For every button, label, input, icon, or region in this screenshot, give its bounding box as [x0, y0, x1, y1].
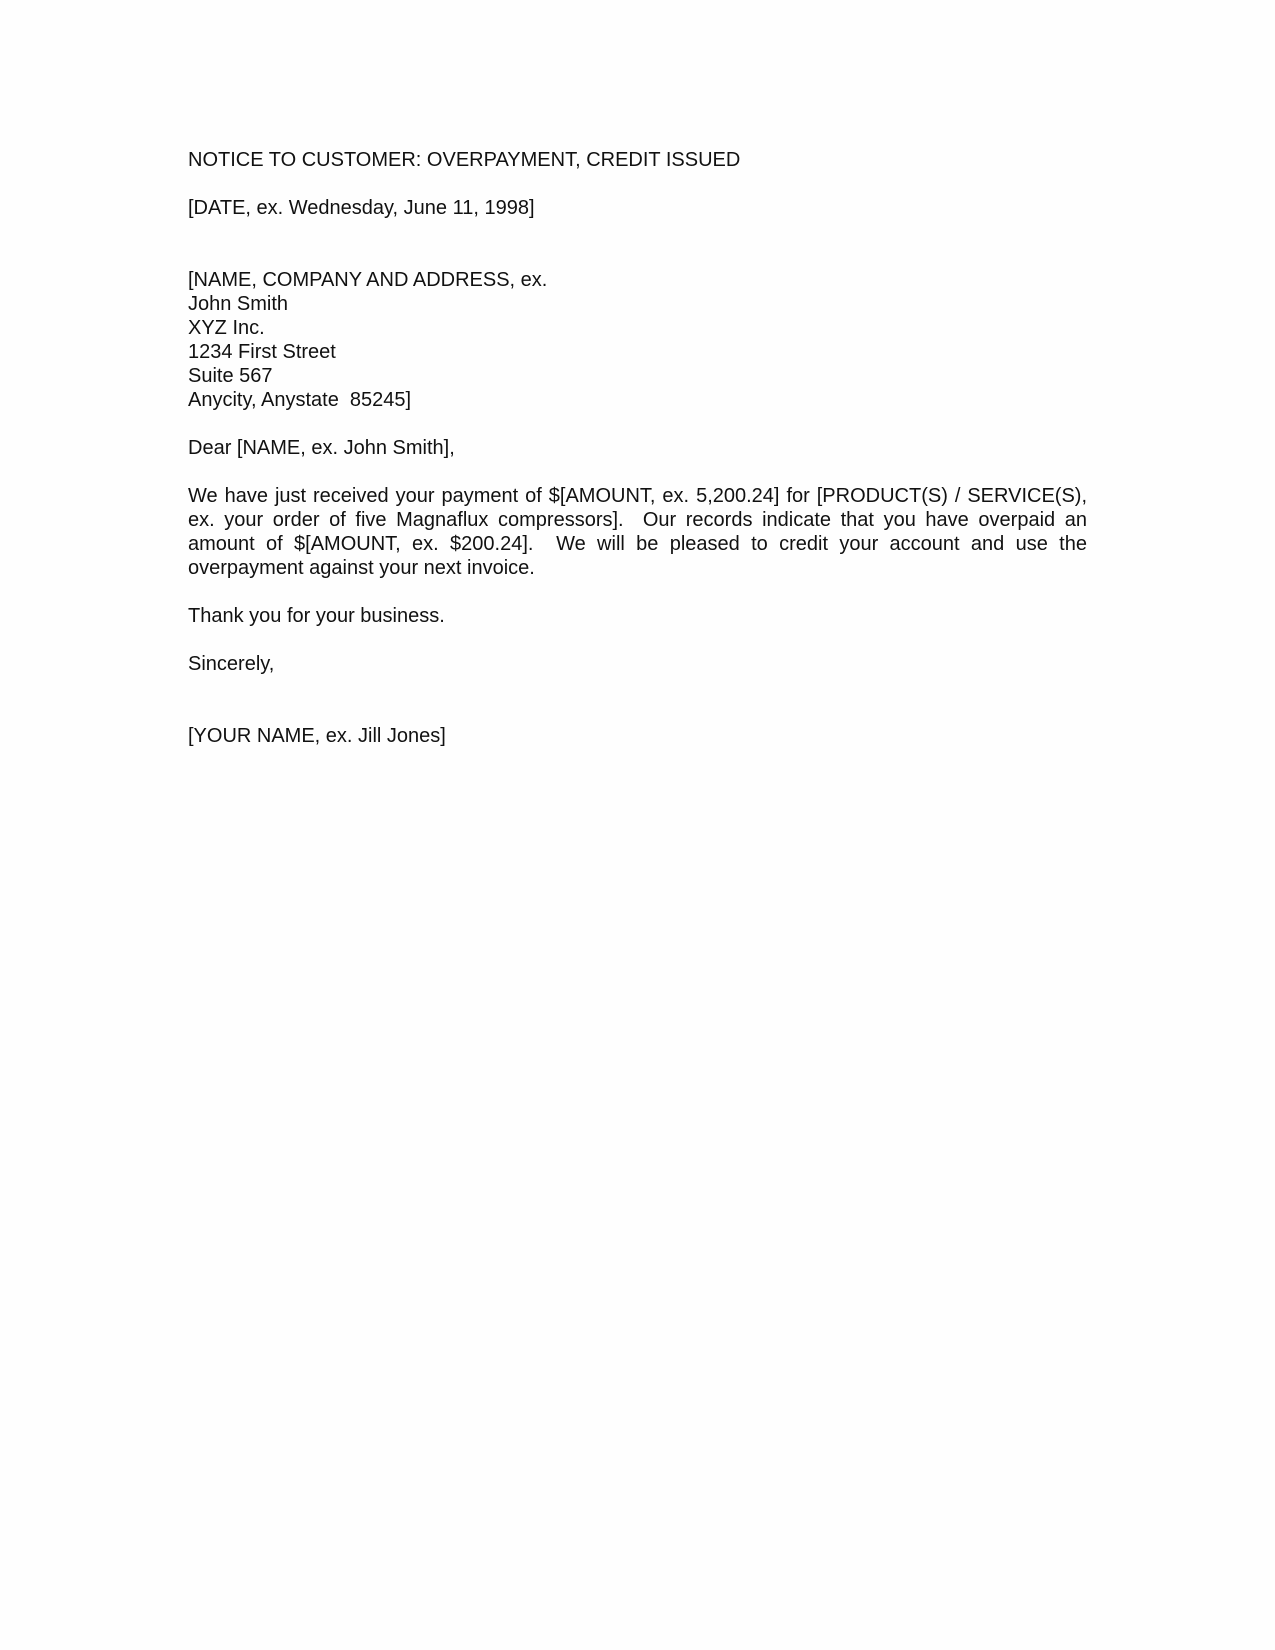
thanks-line: Thank you for your business. — [188, 605, 445, 627]
salutation: Dear [NAME, ex. John Smith], — [188, 437, 455, 459]
address-line: 1234 First Street — [188, 341, 336, 363]
address-line: Suite 567 — [188, 365, 273, 387]
letter-date: [DATE, ex. Wednesday, June 11, 1998] — [188, 197, 535, 219]
address-line: [NAME, COMPANY AND ADDRESS, ex. — [188, 269, 548, 291]
address-line: Anycity, Anystate 85245] — [188, 389, 412, 411]
address-line: XYZ Inc. — [188, 317, 265, 339]
body-paragraph: We have just received your payment of $[AMOUNT, ex. 5,200.24] for [PRODUCT(S) / SERVICE(S), ex. your order of five Magnaflux compressors]. Our records indicate that you have overpaid an amount of $[AMOUNT, ex. $200.24]. We will be pleased to credit your account and use the overpayment against your next invoice. — [188, 485, 1093, 579]
signature-line: [YOUR NAME, ex. Jill Jones] — [188, 725, 446, 747]
closing-line: Sincerely, — [188, 653, 275, 675]
letter-body — [188, 148, 1093, 748]
letter-title: NOTICE TO CUSTOMER: OVERPAYMENT, CREDIT ISSUED — [188, 149, 741, 171]
recipient-address-block — [188, 268, 1087, 412]
address-line: John Smith — [188, 293, 289, 315]
